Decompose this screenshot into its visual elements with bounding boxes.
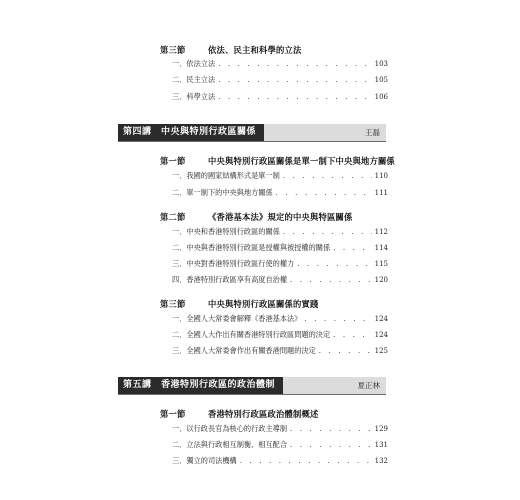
toc-entry[interactable] (172, 440, 388, 452)
section-heading (160, 408, 318, 420)
dot-leader (290, 275, 372, 284)
toc-entry-label: 三．科學立法 (172, 92, 216, 101)
toc-entry-label: 一．全國人大常委會解釋《香港基本法》 (172, 314, 302, 323)
toc-entry-label: 一．我國的國家結構形式是單一制 (172, 171, 280, 180)
section-title: 香港特別行政區政治體制概述 (208, 409, 319, 419)
toc-entry[interactable] (172, 171, 388, 183)
toc-entry-page: 129 (374, 425, 388, 433)
dot-leader (218, 92, 371, 101)
section-number: 第一節 (160, 409, 186, 419)
dot-leader (290, 424, 372, 433)
toc-entry-page: 124 (374, 331, 388, 339)
toc-entry-label: 二．立法與行政相互制衡、相互配合 (172, 440, 288, 449)
toc-entry-page: 106 (374, 93, 388, 101)
lecture-4-header[interactable] (118, 124, 386, 142)
dot-leader (283, 227, 372, 236)
toc-entry-label: 二．中央與香港特別行政區是授權與被授權的關係 (172, 243, 331, 252)
lecture-5-header[interactable] (118, 377, 386, 395)
toc-entry-page: 120 (374, 276, 388, 284)
dot-leader (283, 171, 372, 180)
toc-entry[interactable] (172, 92, 388, 104)
dot-leader (333, 330, 371, 339)
toc-entry-page: 114 (374, 244, 388, 252)
lecture-5-title: 第五講 香港特別行政區的政治體制 (118, 377, 283, 394)
section-heading (160, 211, 352, 223)
dot-leader (218, 75, 371, 84)
section-number: 第三節 (160, 299, 186, 309)
section-heading (160, 298, 318, 310)
toc-entry-page: 132 (374, 457, 388, 465)
section-number: 第二節 (160, 212, 186, 222)
toc-entry[interactable] (172, 188, 388, 200)
toc-entry-page: 103 (374, 60, 388, 68)
toc-entry[interactable] (172, 59, 388, 71)
toc-entry-label: 二．民主立法 (172, 75, 216, 84)
toc-entry-label: 一．以行政長官為核心的行政主導制 (172, 424, 288, 433)
toc-entry-label: 一．依法立法 (172, 59, 216, 68)
dot-leader (290, 440, 372, 449)
section-title: 《香港基本法》規定的中央與特區關係 (208, 212, 353, 222)
dot-leader (297, 259, 371, 268)
dot-leader (319, 346, 372, 355)
toc-entry[interactable] (172, 456, 388, 468)
toc-entry[interactable] (172, 424, 388, 436)
toc-entry-page: 115 (374, 260, 388, 268)
toc-entry[interactable] (172, 314, 388, 326)
toc-entry-page: 131 (374, 441, 388, 449)
toc-entry[interactable] (172, 75, 388, 87)
toc-entry[interactable] (172, 275, 388, 287)
toc-entry-label: 三．中央對香港特別行政區行使的權力 (172, 259, 295, 268)
dot-leader (276, 188, 372, 197)
toc-entry[interactable] (172, 346, 388, 358)
toc-entry-label: 三．全國人大常委會作出有關香港問題的決定 (172, 346, 316, 355)
toc-entry[interactable] (172, 259, 388, 271)
section-title: 中央與特別行政區關係的實踐 (208, 299, 319, 309)
toc-entry-page: 111 (374, 189, 388, 197)
dot-leader (304, 314, 371, 323)
toc-entry-label: 三．獨立的司法機構 (172, 456, 237, 465)
toc-entry-page: 105 (374, 76, 388, 84)
lecture-5-author: 夏正林 (357, 381, 380, 390)
toc-entry-label: 二．單一制下的中央與地方關係 (172, 188, 273, 197)
toc-entry-label: 二．全國人大作出有關香港特別行政區問題的決定 (172, 330, 331, 339)
dot-leader (333, 243, 371, 252)
dot-leader (240, 456, 372, 465)
toc-entry[interactable] (172, 243, 388, 255)
toc-entry-label: 四．香港特別行政區享有高度自治權 (172, 275, 288, 284)
toc-entry-page: 125 (374, 347, 388, 355)
toc-entry[interactable] (172, 330, 388, 342)
toc-entry-page: 112 (374, 228, 388, 236)
section-number: 第三節 (160, 45, 186, 55)
section-heading (160, 44, 301, 56)
section-number: 第一節 (160, 156, 186, 166)
section-title: 中央與特別行政區關係是單一制下中央與地方關係 (208, 156, 395, 166)
toc-entry-label: 一．中央和香港特別行政區的關係 (172, 227, 280, 236)
section-heading (160, 155, 395, 167)
section-title: 依法、民主和科學的立法 (208, 45, 302, 55)
toc-entry-page: 110 (374, 172, 388, 180)
toc-entry[interactable] (172, 227, 388, 239)
lecture-4-author: 王磊 (365, 128, 380, 137)
dot-leader (218, 59, 371, 68)
toc-entry-page: 124 (374, 315, 388, 323)
lecture-4-title: 第四講 中央與特別行政區關係 (118, 124, 264, 141)
